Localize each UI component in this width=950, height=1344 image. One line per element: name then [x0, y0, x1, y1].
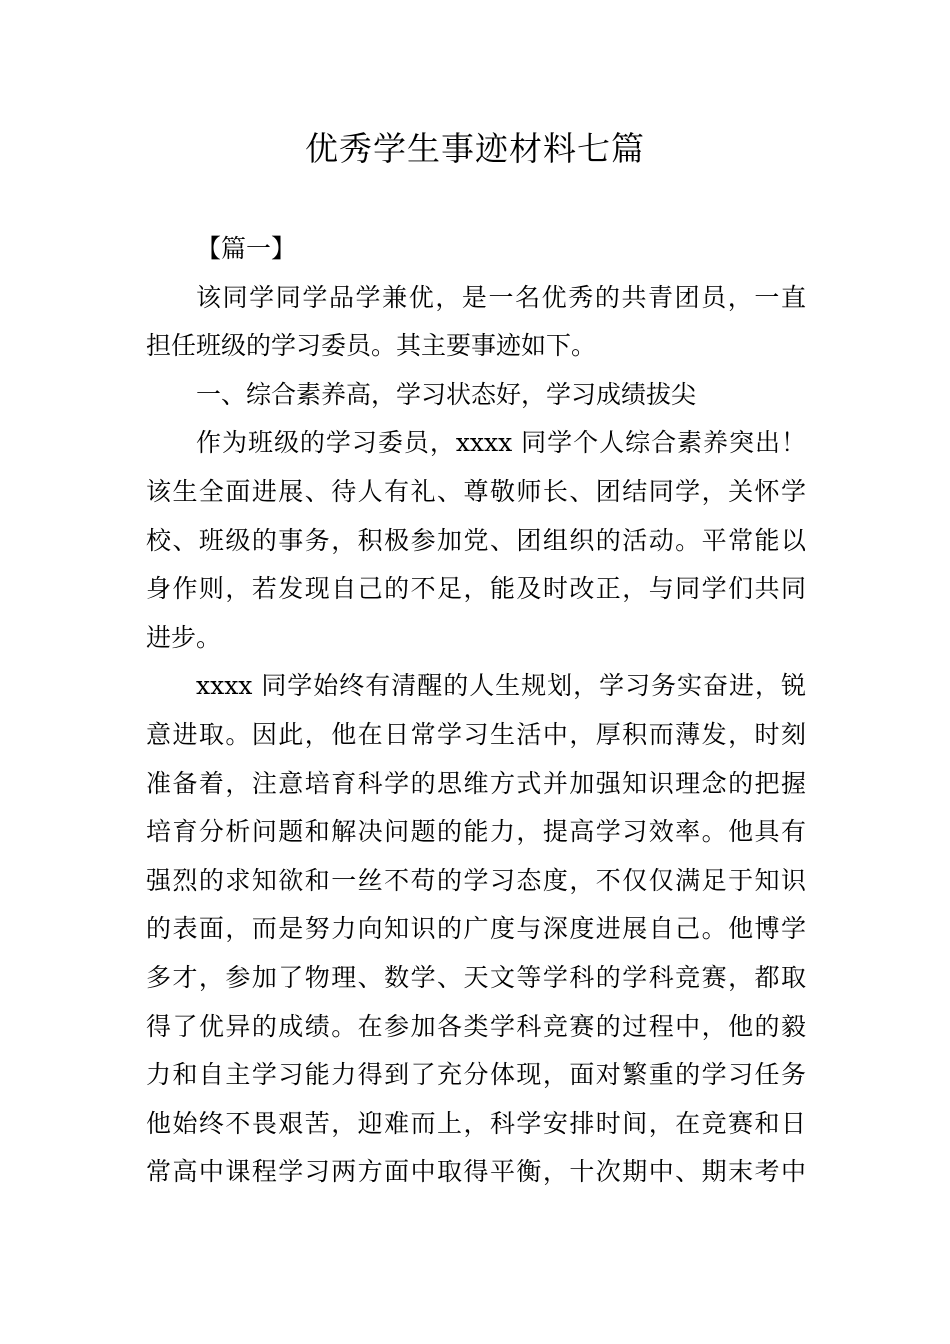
subheading: 一、综合素养高，学习状态好，学习成绩拔尖 [196, 379, 697, 409]
document-title: 优秀学生事迹材料七篇 [305, 129, 645, 168]
paragraph-line: 意进取。因此，他在日常学习生活中，厚积而薄发，时刻 [146, 719, 806, 749]
paragraph-line: 该生全面进展、待人有礼、尊敬师长、团结同学，关怀学 [146, 476, 806, 506]
paragraph-line: 多才，参加了物理、数学、天文等学科的学科竞赛，都取 [146, 962, 806, 992]
paragraph-line: 培育分析问题和解决问题的能力，提高学习效率。他具有 [146, 817, 806, 847]
paragraph-line: 该同学同学品学兼优，是一名优秀的共青团员，一直 [196, 282, 806, 312]
paragraph-line: 常高中课程学习两方面中取得平衡，十次期中、期末考中 [146, 1157, 806, 1187]
paragraph-line: 身作则，若发现自己的不足，能及时改正，与同学们共同 [146, 574, 806, 604]
paragraph-line: 担任班级的学习委员。其主要事迹如下。 [146, 331, 597, 361]
document-body [146, 225, 806, 1197]
paragraph-line: 校、班级的事务，积极参加党、团组织的活动。平常能以 [146, 525, 806, 555]
paragraph-line: 的表面，而是努力向知识的广度与深度进展自己。他博学 [146, 914, 806, 944]
paragraph-line: xxxx 同学始终有清醒的人生规划，学习务实奋进，锐 [196, 671, 806, 701]
paragraph-line: 进步。 [146, 622, 222, 652]
paragraph-line: 准备着，注意培育科学的思维方式并加强知识理念的把握 [146, 768, 806, 798]
paragraph-line: 强烈的求知欲和一丝不苟的学习态度，不仅仅满足于知识 [146, 865, 806, 895]
paragraph-line: 他始终不畏艰苦，迎难而上，科学安排时间，在竞赛和日 [146, 1108, 806, 1138]
paragraph-line: 得了优异的成绩。在参加各类学科竞赛的过程中，他的毅 [146, 1011, 806, 1041]
section-heading: 【篇一】 [196, 234, 297, 263]
paragraph-line: 力和自主学习能力得到了充分体现，面对繁重的学习任务 [146, 1060, 806, 1090]
paragraph-line: 作为班级的学习委员，xxxx 同学个人综合素养突出！ [196, 428, 806, 458]
